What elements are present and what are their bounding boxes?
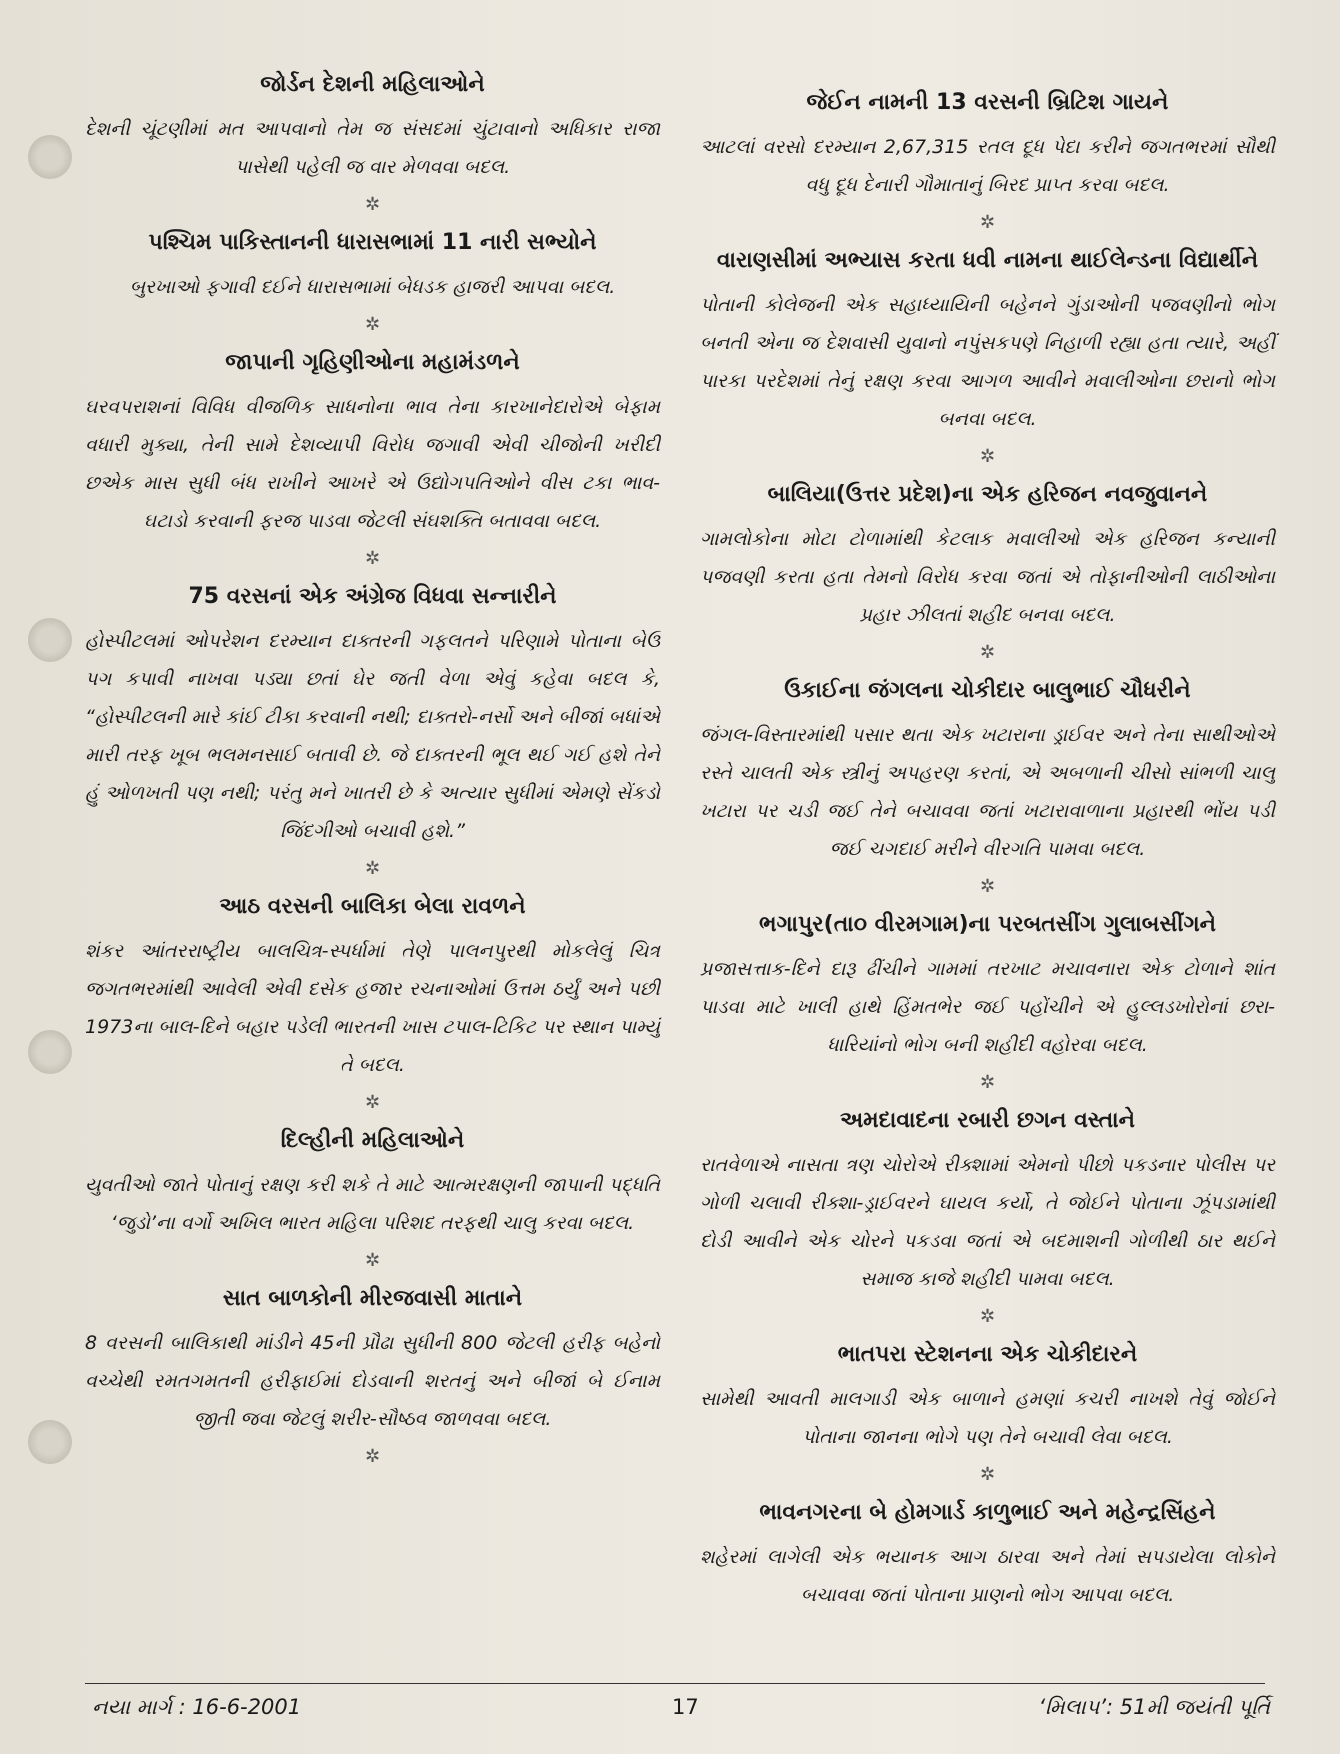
citation-body: આટલાં વરસો દરમ્યાન 2,67,315 રતલ દૂધ પેદા કરીને જગતભરમાં સૌથી વધુ દૂધ દેનારી ગૌમાતાનું બિરદ પ્રાપ્ત કરવા બદલ. xyxy=(700,136,1275,196)
citation-title: જેઈન નામની 13 વરસની બ્રિટિશ ગાયને xyxy=(806,90,1169,115)
separator-ornament: ✲ xyxy=(979,446,996,467)
separator-ornament: ✲ xyxy=(979,642,996,663)
citation-entry xyxy=(85,70,660,186)
citation-body: શંકર આંતરરાષ્ટ્રીય બાલચિત્ર-સ્પર્ધામાં તેણે પાલનપુરથી મોકલેલું ચિત્ર જગતભરમાંથી આવેલી એવી દસેક હજાર રચનાઓમાં ઉત્તમ ઠર્યું અને પછી 1973ના બાલ-દિને બહાર પડેલી ભારતની ખાસ ટપાલ-ટિકિટ પર સ્થાન પામ્યું તે બદલ. xyxy=(85,940,660,1076)
footer-publication: નયા માર્ગ : 16-6-2001 xyxy=(92,1695,302,1719)
citation-entry xyxy=(700,88,1275,204)
punch-hole xyxy=(28,1030,72,1074)
citation-body: શહેરમાં લાગેલી એક ભયાનક આગ ઠારવા અને તેમાં સપડાયેલા લોકોને બચાવવા જતાં પોતાના પ્રાણનો ભોગ આપવા બદલ. xyxy=(700,1546,1275,1606)
citation-title: આઠ વરસની બાલિકા બેલા રાવળને xyxy=(219,894,526,919)
citation-body: રાતવેળાએ નાસતા ત્રણ ચોરોએ રીક્શામાં એમનો પીછો પકડનાર પોલીસ પર ગોળી ચલાવી રીક્શા-ડ્રાઈવરને ઘાયલ કર્યો, તે જોઈને પોતાના ઝૂંપડામાંથી દોડી આવીને એક ચોરને પકડવા જતાં એ બદમાશની ગોળીથી ઠાર થઈને સમાજ કાજે શહીદી પામવા બદલ. xyxy=(700,1154,1275,1290)
citation-title: દિલ્હીની મહિલાઓને xyxy=(280,1128,465,1153)
separator-ornament: ✲ xyxy=(364,194,381,215)
separator-ornament: ✲ xyxy=(364,1250,381,1271)
citation-title: બાલિયા(ઉત્તર પ્રદેશ)ના એક હરિજન નવજુવાનને xyxy=(767,482,1208,507)
citation-title: ભાતપરા સ્ટેશનના એક ચોકીદારને xyxy=(837,1342,1138,1367)
citation-title: ઉકાઈના જંગલના ચોકીદાર બાલુભાઈ ચૌધરીને xyxy=(784,678,1191,703)
page-number: 17 xyxy=(672,1695,699,1719)
citation-body: બુરખાઓ ફગાવી દઈને ધારાસભામાં બેધડક હાજરી આપવા બદલ. xyxy=(129,276,616,298)
citation-body: યુવતીઓ જાતે પોતાનું રક્ષણ કરી શકે તે માટે આત્મરક્ષણની જાપાની પદ્ધતિ ‘જુડો’ના વર્ગો અખિલ ભારત મહિલા પરિશદ તરફથી ચાલુ કરવા બદલ. xyxy=(85,1174,660,1234)
citation-title: જાપાની ગૃહિણીઓના મહામંડળને xyxy=(225,350,520,375)
citation-entry xyxy=(85,1126,660,1242)
separator-ornament: ✲ xyxy=(364,1446,381,1467)
citation-body: ગામલોકોના મોટા ટોળામાંથી કેટલાક મવાલીઓ એક હરિજન કન્યાની પજવણી કરતા હતા તેમનો વિરોધ કરવા જતાં એ તોફાનીઓની લાઠીઓના પ્રહાર ઝીલતાં શહીદ બનવા બદલ. xyxy=(700,528,1275,626)
citation-body: ઘરવપરાશનાં વિવિધ વીજળિક સાધનોના ભાવ તેના કારખાનેદારોએ બેફામ વધારી મુક્યા, તેની સામે દેશવ્યાપી વિરોધ જગાવી એવી ચીજોની ખરીદી છએક માસ સુધી બંધ રાખીને આખરે એ ઉદ્યોગપતિઓને વીસ ટકા ભાવ-ઘટાડો કરવાની ફરજ પાડવા જેટલી સંઘશક્તિ બતાવવા બદલ. xyxy=(85,396,660,532)
punch-hole xyxy=(28,618,72,662)
citation-entry xyxy=(700,676,1275,868)
citation-entry xyxy=(700,910,1275,1064)
separator-ornament: ✲ xyxy=(364,314,381,335)
left-column xyxy=(85,70,660,1480)
citation-body: જંગલ-વિસ્તારમાંથી પસાર થતા એક ખટારાના ડ્રાઈવર અને તેના સાથીઓએ રસ્તે ચાલતી એક સ્ત્રીનું અપહરણ કરતાં, એ અબળાની ચીસો સાંભળી ચાલુ ખટારા પર ચડી જઈ તેને બચાવવા જતાં ખટારાવાળાના પ્રહારથી ભોંય પડી જઈ ચગદાઈ મરીને વીરગતિ પામવા બદલ. xyxy=(700,724,1275,860)
punch-hole xyxy=(28,135,72,179)
separator-ornament: ✲ xyxy=(979,1464,996,1485)
separator-ornament: ✲ xyxy=(364,548,381,569)
footer-divider xyxy=(85,1683,1265,1684)
separator-ornament: ✲ xyxy=(979,876,996,897)
separator-ornament: ✲ xyxy=(979,212,996,233)
citation-entry xyxy=(85,348,660,540)
citation-body: 8 વરસની બાલિકાથી માંડીને 45ની પ્રૌઢા સુધીની 800 જેટલી હરીફ બહેનો વચ્ચેથી રમતગમતની હરીફાઈમાં દોડવાની શરતનું અને બીજાં બે ઈનામ જીતી જવા જેટલું શરીર-સૌષ્ઠવ જાળવવા બદલ. xyxy=(85,1332,660,1430)
separator-ornament: ✲ xyxy=(979,1072,996,1093)
citation-entry xyxy=(85,582,660,850)
right-column xyxy=(700,88,1275,1614)
citation-body: હોસ્પીટલમાં ઓપરેશન દરમ્યાન દાક્તરની ગફલતને પરિણામે પોતાના બેઉ પગ કપાવી નાખવા પડ્યા છતાં ઘેર જતી વેળા એવું કહેવા બદલ કે, “હોસ્પીટલની મારે કાંઈ ટીકા કરવાની નથી; દાક્તરો-નર્સો અને બીજાં બધાંએ મારી તરફ ખૂબ ભલમનસાઈ બતાવી છે. જે દાક્તરની ભૂલ થઈ ગઈ હશે તેને હું ઓળખતી પણ નથી; પરંતુ મને ખાતરી છે કે અત્યાર સુધીમાં એમણે સેંકડો જિંદગીઓ બચાવી હશે.” xyxy=(85,630,660,842)
separator-ornament: ✲ xyxy=(364,1092,381,1113)
citation-entry xyxy=(85,1284,660,1438)
citation-title: જોર્ડન દેશની મહિલાઓને xyxy=(260,72,485,97)
citation-title: 75 વરસનાં એક અંગ્રેજ વિધવા સન્નારીને xyxy=(188,584,557,609)
citation-title: અમદાવાદના રબારી છગન વસ્તાને xyxy=(839,1108,1136,1133)
citation-entry xyxy=(85,228,660,306)
citation-body: પોતાની કોલેજની એક સહાધ્યાયિની બહેનને ગુંડાઓની પજવણીનો ભોગ બનતી એના જ દેશવાસી યુવાનો નપુંસકપણે નિહાળી રહ્યા હતા ત્યારે, અહીં પારકા પરદેશમાં તેનું રક્ષણ કરવા આગળ આવીને મવાલીઓના છરાનો ભોગ બનવા બદલ. xyxy=(700,294,1275,430)
citation-entry xyxy=(700,1106,1275,1298)
citation-entry xyxy=(700,480,1275,634)
footer-supplement: ‘મિલાપ’: 51મી જયંતી પૂર્તિ xyxy=(1038,1695,1270,1719)
citation-title: સાત બાળકોની મીરજવાસી માતાને xyxy=(222,1286,523,1311)
citation-title: ભગાપુર(તા૦ વીરમગામ)ના પરબતસીંગ ગુલાબસીંગને xyxy=(758,912,1217,937)
citation-entry xyxy=(700,246,1275,438)
citation-body: સામેથી આવતી માલગાડી એક બાળાને હમણાં કચરી નાખશે તેવું જોઈને પોતાના જાનના ભોગે પણ તેને બચાવી લેવા બદલ. xyxy=(700,1388,1275,1448)
separator-ornament: ✲ xyxy=(979,1306,996,1327)
citation-entry xyxy=(85,892,660,1084)
separator-ornament: ✲ xyxy=(364,858,381,879)
citation-title: પશ્ચિમ પાકિસ્તાનની ધારાસભામાં 11 નારી સભ્યોને xyxy=(148,230,597,255)
citation-body: પ્રજાસત્તાક-દિને દારૂ ઢીંચીને ગામમાં તરખાટ મચાવનારા એક ટોળાને શાંત પાડવા માટે ખાલી હાથે હિંમતભેર જઈ પહોંચીને એ હુલ્લડખોરોનાં છરા-ધારિયાંનો ભોગ બની શહીદી વહોરવા બદલ. xyxy=(700,958,1275,1056)
citation-title: વારાણસીમાં અભ્યાસ કરતા ધવી નામના થાઈલેન્ડના વિદ્યાર્થીને xyxy=(716,248,1259,273)
citation-entry xyxy=(700,1340,1275,1456)
punch-hole xyxy=(28,1420,72,1464)
citation-entry xyxy=(700,1498,1275,1614)
citation-body: દેશની ચૂંટણીમાં મત આપવાનો તેમ જ સંસદમાં ચુંટાવાનો અધિકાર રાજા પાસેથી પહેલી જ વાર મેળવવા બદલ. xyxy=(85,118,660,178)
citation-title: ભાવનગરના બે હોમગાર્ડ કાળુભાઈ અને મહેન્દ્રસિંહને xyxy=(759,1500,1216,1525)
